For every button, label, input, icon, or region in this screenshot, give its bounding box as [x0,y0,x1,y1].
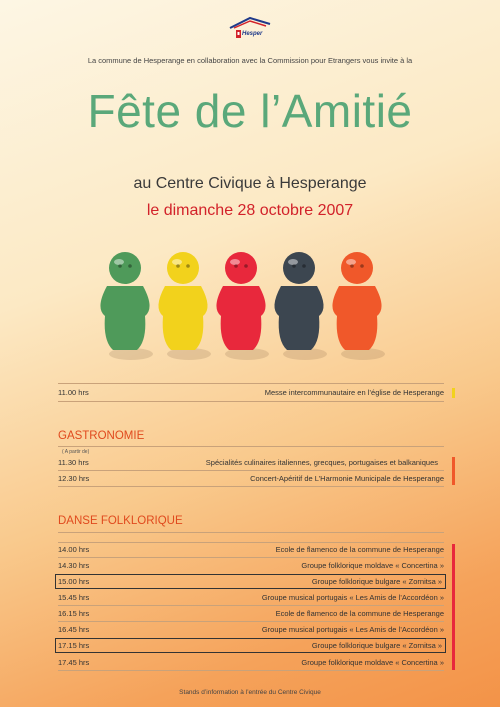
row-description: Messe intercommunautaire en l’église de Hesperange [264,388,444,397]
row-time: 16.45 hrs [58,625,90,634]
gummy-figure [332,252,385,360]
divider [58,486,444,487]
divider [58,532,444,533]
divider [58,446,444,447]
gummy-candies-image [95,246,405,366]
row-time: 16.15 hrs [58,609,90,618]
row-time: 17.45 hrs [58,658,90,667]
schedule-row-messe [58,386,444,399]
venue-text: au Centre Civique à Hesperange [133,175,367,192]
commune-logo [228,14,272,44]
schedule-row [58,591,444,604]
from-note: ( A partir de) [62,449,90,455]
divider [58,383,444,384]
row-description: Ecole de flamenco de la commune de Hesperange [275,609,444,618]
logo-icon [228,14,272,44]
schedule-row [58,623,444,636]
divider [58,401,444,402]
schedule-row [58,543,444,556]
divider [58,605,444,606]
row-description: Groupe folklorique bulgare « Zornitsa » [311,641,442,650]
intro-text: La commune de Hesperange en collaboration avec la Commission pour Etrangers vous invite à la [87,56,413,65]
row-description: Concert-Apéritif de L’Harmonie Municipale de Hesperange [250,474,444,483]
row-description: Groupe musical portugais « Les Amis de l’Accordéon » [261,625,444,634]
row-time: 14.30 hrs [58,561,90,570]
schedule-row [58,472,444,485]
row-description: Spécialités culinaires italiennes, grecques, portugaises et balkaniques [205,458,438,467]
row-description: Groupe folklorique moldave « Concertina » [301,561,444,570]
color-bar [452,388,455,398]
schedule-row [58,656,444,669]
row-description: Groupe folklorique bulgare « Zornitsa » [311,577,442,586]
row-time: 14.00 hrs [58,545,90,554]
row-time: 15.00 hrs [58,577,90,586]
event-date: le dimanche 28 octobre 2007 [146,202,354,219]
row-description: Groupe folklorique moldave « Concertina » [301,658,444,667]
row-time: 15.45 hrs [58,593,90,602]
schedule-row [58,607,444,620]
schedule-row [58,559,444,572]
section-heading-gastronomie: GASTRONOMIE [58,430,145,442]
gummy-candies-illustration [95,246,405,366]
row-time: 11.30 hrs [58,458,89,467]
row-time: 17.15 hrs [58,641,90,650]
divider [58,470,444,471]
footer-note: Stands d’information à l’entrée du Centre Civique [179,689,321,696]
color-bar [452,544,455,670]
gummy-figure [100,252,153,360]
row-description: Groupe musical portugais « Les Amis de l’Accordéon » [261,593,444,602]
divider [58,670,444,671]
divider [58,557,444,558]
row-time: 11.00 hrs [58,388,89,397]
schedule-row-highlighted [55,638,446,653]
divider [58,621,444,622]
section-heading-danse: DANSE FOLKLORIQUE [58,515,183,527]
row-time: 12.30 hrs [58,474,90,483]
gummy-figure [274,252,327,360]
color-bar [452,457,455,485]
schedule-row-highlighted [55,574,446,589]
gummy-figure [216,252,269,360]
logo-label: Hesper [242,31,263,37]
schedule-row [58,456,444,469]
row-description: Ecole de flamenco de la commune de Hesperange [275,545,444,554]
page-title: Fête de l’Amitié [87,85,413,137]
gummy-figure [158,252,211,360]
